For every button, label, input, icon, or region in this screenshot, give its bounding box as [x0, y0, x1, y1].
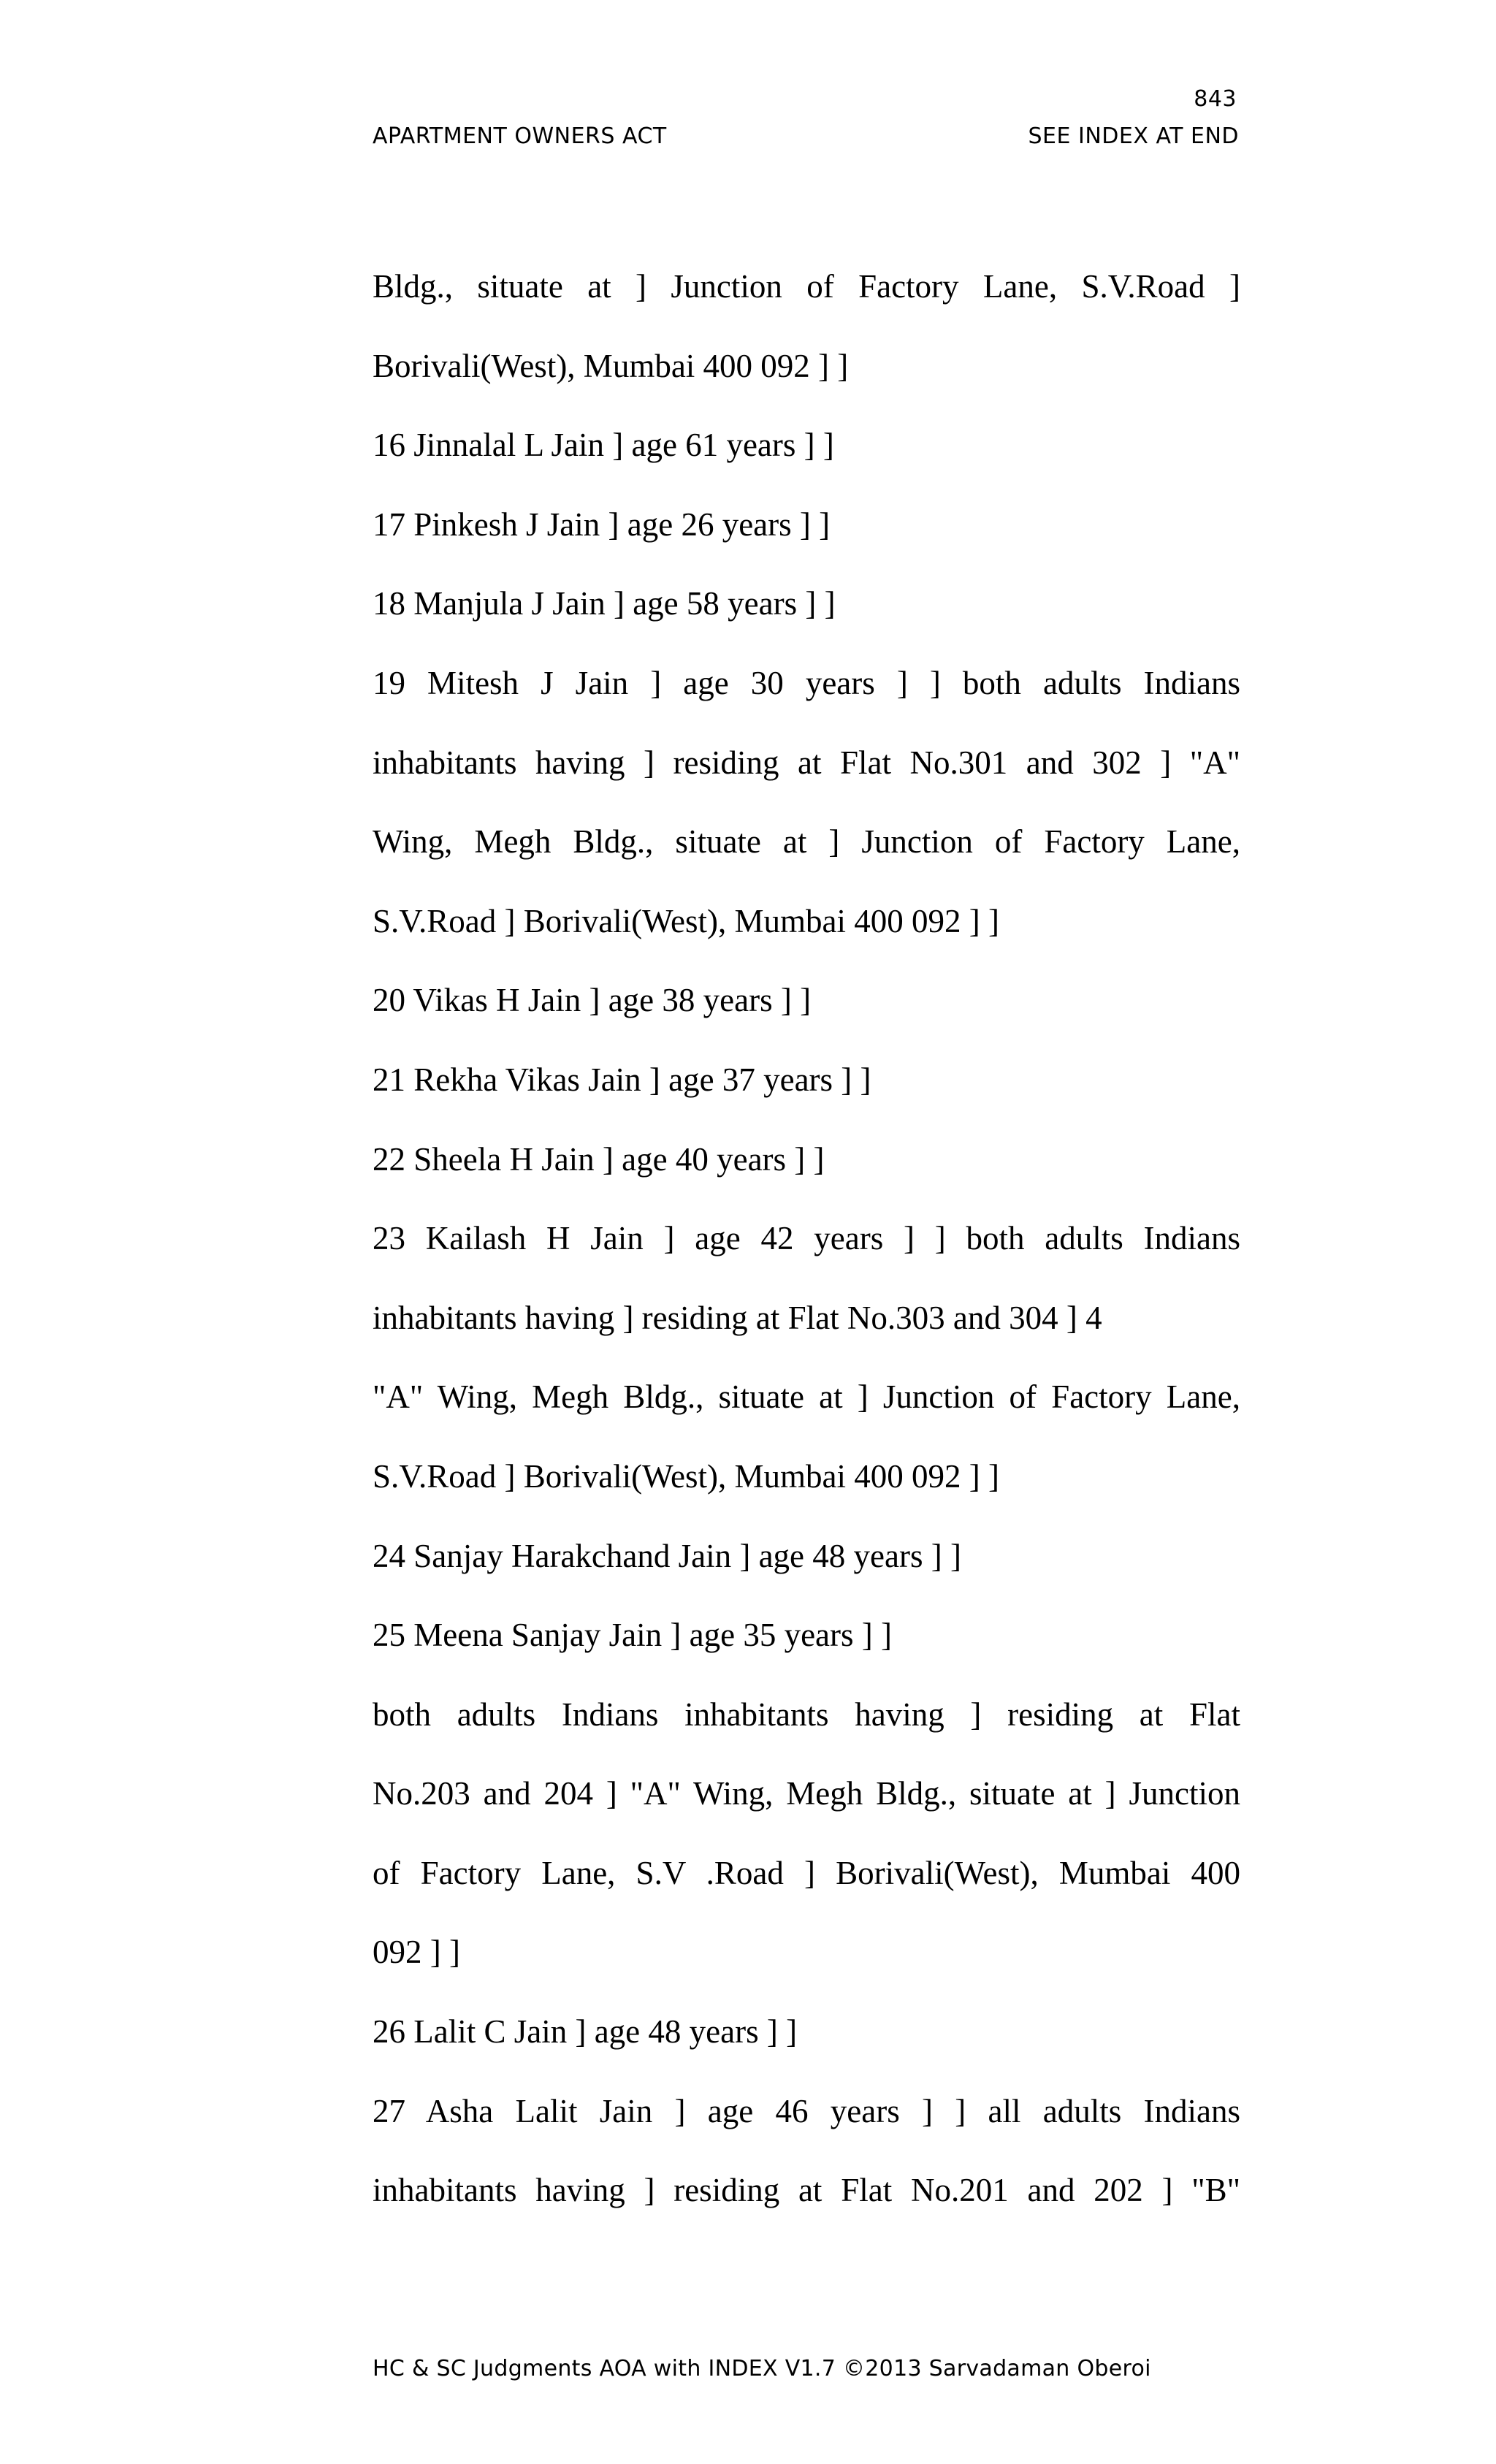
body-line: 23 Kailash H Jain ] age 42 years ] ] both adults Indians	[373, 1220, 1240, 1257]
page-footer: HC & SC Judgments AOA with INDEX V1.7 ©2013 Sarvadaman Oberoi	[373, 2356, 1151, 2381]
body-line: S.V.Road ] Borivali(West), Mumbai 400 092 ] ]	[373, 902, 999, 939]
body-line: 27 Asha Lalit Jain ] age 46 years ] ] all adults Indians	[373, 2092, 1240, 2129]
body-line: No.203 and 204 ] "A" Wing, Megh Bldg., situate at ] Junction	[373, 1775, 1240, 1812]
body-line: 19 Mitesh J Jain ] age 30 years ] ] both adults Indians	[373, 664, 1240, 701]
running-header-note: SEE INDEX AT END	[1028, 123, 1239, 149]
body-line: Bldg., situate at ] Junction of Factory Lane, S.V.Road ]	[373, 268, 1240, 305]
body-line: Borivali(West), Mumbai 400 092 ] ]	[373, 347, 849, 384]
body-line: S.V.Road ] Borivali(West), Mumbai 400 092 ] ]	[373, 1457, 999, 1495]
body-line: both adults Indians inhabitants having ] residing at Flat	[373, 1696, 1240, 1733]
body-line: 24 Sanjay Harakchand Jain ] age 48 years ] ]	[373, 1537, 961, 1574]
body-line: 26 Lalit C Jain ] age 48 years ] ]	[373, 2013, 798, 2051]
body-line: "A" Wing, Megh Bldg., situate at ] Junction of Factory Lane,	[373, 1378, 1240, 1416]
body-line: inhabitants having ] residing at Flat No.303 and 304 ] 4	[373, 1299, 1102, 1336]
body-line: 25 Meena Sanjay Jain ] age 35 years ] ]	[373, 1617, 892, 1654]
body-line: 17 Pinkesh J Jain ] age 26 years ] ]	[373, 506, 831, 543]
document-body	[373, 265, 1240, 2249]
body-line: 092 ] ]	[373, 1934, 460, 1971]
body-line: of Factory Lane, S.V .Road ] Borivali(West), Mumbai 400	[373, 1854, 1240, 1891]
body-line: 16 Jinnalal L Jain ] age 61 years ] ]	[373, 427, 834, 464]
body-line: Wing, Megh Bldg., situate at ] Junction of Factory Lane,	[373, 823, 1240, 861]
body-line: inhabitants having ] residing at Flat No.301 and 302 ] "A"	[373, 744, 1240, 781]
body-line: 22 Sheela H Jain ] age 40 years ] ]	[373, 1140, 825, 1178]
body-line: inhabitants having ] residing at Flat No.201 and 202 ] "B"	[373, 2172, 1240, 2209]
body-line: 20 Vikas H Jain ] age 38 years ] ]	[373, 982, 812, 1019]
body-line: 21 Rekha Vikas Jain ] age 37 years ] ]	[373, 1061, 871, 1098]
body-line: 18 Manjula J Jain ] age 58 years ] ]	[373, 585, 836, 622]
running-header-title: APARTMENT OWNERS ACT	[373, 123, 667, 149]
page-number: 843	[1194, 86, 1237, 112]
